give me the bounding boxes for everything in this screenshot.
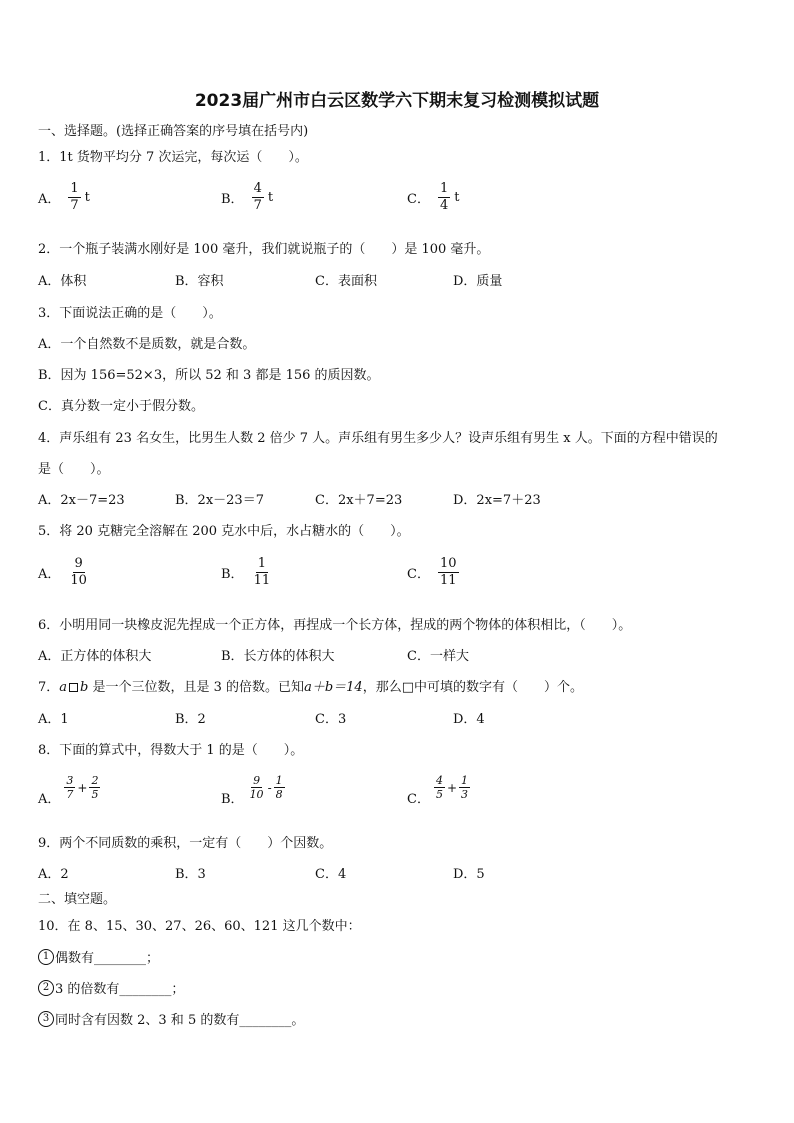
question-9: 9．两个不同质数的乘积，一定有（ ）个因数。 — [38, 836, 333, 851]
fraction: $\frac{3}{7}$ — [66, 774, 74, 801]
question-7-option-b[interactable]: B．2 — [175, 712, 206, 727]
question-3: 3．下面说法正确的是（ ）。 — [38, 306, 222, 321]
option-letter: C． — [407, 567, 430, 582]
question-3-option-a[interactable]: A．一个自然数不是质数，就是合数。 — [38, 337, 256, 352]
question-10-item-1[interactable] — [38, 947, 159, 966]
fraction: $\frac{1}{4}$ — [439, 181, 449, 213]
question-5-option-b[interactable] — [221, 556, 272, 589]
operator: - — [267, 780, 272, 795]
question-7-text-end: ，那么□中可填的数字有（ ）个。 — [362, 680, 583, 695]
question-4-option-b[interactable]: B．2x－23＝7 — [175, 493, 264, 508]
question-6-option-b[interactable]: B．长方体的体积大 — [221, 649, 335, 664]
question-10: 10．在 8、15、30、27、26、60、121 这几个数中： — [38, 919, 361, 934]
variable-b: b — [80, 680, 89, 695]
question-9-option-c[interactable]: C．4 — [315, 867, 347, 882]
fraction: $\frac{1}{3}$ — [461, 774, 469, 801]
question-7-option-a[interactable]: A．1 — [38, 712, 69, 727]
unit: t — [267, 190, 274, 205]
question-10-item-2[interactable] — [38, 978, 184, 997]
page-title: 2023届广州市白云区数学六下期末复习检测模拟试题 — [194, 91, 600, 111]
fraction: $\frac{4}{7}$ — [253, 181, 262, 213]
fraction: $\frac{2}{5}$ — [91, 774, 99, 801]
fraction: $\frac{9}{10}$ — [70, 556, 87, 588]
question-6: 6．小明用同一块橡皮泥先捏成一个正方体，再捏成一个长方体，捏成的两个物体的体积相比，（ ）。 — [38, 618, 632, 633]
fraction: $\frac{1}{11}$ — [253, 556, 271, 588]
question-7 — [38, 676, 583, 695]
section-1-heading: 一、选择题。(选择正确答案的序号填在括号内) — [38, 124, 309, 139]
question-4: 4．声乐组有 23 名女生，比男生人数 2 倍少 7 人。声乐组有男生多少人？设声乐组有男生 x 人。下面的方程中错误的 — [38, 431, 718, 446]
question-7-option-d[interactable]: D．4 — [453, 712, 485, 727]
fraction: $\frac{9}{10}$ — [249, 774, 264, 801]
question-8-option-b[interactable] — [221, 774, 285, 807]
fraction: $\frac{1}{7}$ — [70, 181, 79, 213]
option-letter: A． — [38, 192, 61, 207]
question-4-option-c[interactable]: C．2x＋7=23 — [315, 493, 403, 508]
question-6-option-c[interactable]: C．一样大 — [407, 649, 469, 664]
option-letter: B． — [221, 567, 244, 582]
fill-blank-text: 同时含有因数 2、3 和 5 的数有________。 — [55, 1013, 305, 1028]
option-letter: C． — [407, 192, 430, 207]
question-5: 5．将 20 克糖完全溶解在 200 克水中后，水占糖水的（ ）。 — [38, 524, 410, 539]
fraction: $\frac{4}{5}$ — [435, 774, 443, 801]
question-2-option-a[interactable]: A．体积 — [38, 274, 87, 289]
question-7-text: 是一个三位数，且是 3 的倍数。已知 — [92, 680, 305, 695]
question-4-continued: 是（ ）。 — [38, 462, 110, 477]
fraction: $\frac{10}{11}$ — [439, 556, 457, 588]
fraction: $\frac{1}{8}$ — [275, 774, 283, 801]
fill-blank-text: 3 的倍数有________； — [55, 982, 185, 997]
question-2-option-c[interactable]: C．表面积 — [315, 274, 377, 289]
option-letter: A． — [38, 567, 61, 582]
operator: + — [77, 780, 88, 795]
question-5-option-a[interactable] — [38, 556, 89, 589]
circled-number: 2 — [38, 980, 54, 996]
section-2-heading: 二、填空题。 — [38, 892, 117, 907]
question-1-option-c[interactable] — [407, 181, 459, 214]
question-2: 2．一个瓶子装满水刚好是 100 毫升，我们就说瓶子的（ ）是 100 毫升。 — [38, 242, 490, 257]
question-9-option-a[interactable]: A．2 — [38, 867, 69, 882]
question-10-item-3[interactable] — [38, 1009, 304, 1028]
question-8-option-c[interactable] — [407, 774, 470, 807]
circled-number: 1 — [38, 949, 54, 965]
option-letter: A． — [38, 792, 61, 807]
question-2-option-b[interactable]: B．容积 — [175, 274, 224, 289]
variable-a: a — [59, 680, 68, 695]
option-letter: B． — [221, 792, 244, 807]
question-1-option-b[interactable] — [221, 181, 273, 214]
question-number: 7． — [38, 680, 60, 695]
formula: a＋b＝14 — [304, 680, 363, 695]
question-8: 8．下面的算式中，得数大于 1 的是（ ）。 — [38, 743, 304, 758]
blank-box — [69, 683, 78, 692]
question-2-option-d[interactable]: D．质量 — [453, 274, 503, 289]
question-5-option-c[interactable] — [407, 556, 459, 589]
operator: + — [446, 780, 458, 795]
question-9-option-b[interactable]: B．3 — [175, 867, 206, 882]
question-4-option-d[interactable]: D．2x=7＋23 — [453, 493, 541, 508]
circled-number: 3 — [38, 1011, 54, 1027]
unit: t — [454, 190, 460, 205]
question-3-option-b[interactable]: B．因为 156=52×3，所以 52 和 3 都是 156 的质因数。 — [38, 368, 380, 383]
option-letter: B． — [221, 192, 244, 207]
question-4-option-a[interactable]: A．2x－7=23 — [38, 493, 125, 508]
question-1: 1．1t 货物平均分 7 次运完，每次运（ ）。 — [38, 150, 308, 165]
unit: t — [84, 190, 90, 205]
question-1-option-a[interactable] — [38, 181, 90, 214]
question-7-option-c[interactable]: C．3 — [315, 712, 347, 727]
fill-blank-text: 偶数有________； — [55, 951, 160, 966]
question-3-option-c[interactable]: C．真分数一定小于假分数。 — [38, 399, 204, 414]
question-6-option-a[interactable]: A．正方体的体积大 — [38, 649, 152, 664]
question-9-option-d[interactable]: D．5 — [453, 867, 485, 882]
question-8-option-a[interactable] — [38, 774, 100, 807]
option-letter: C． — [407, 792, 430, 807]
